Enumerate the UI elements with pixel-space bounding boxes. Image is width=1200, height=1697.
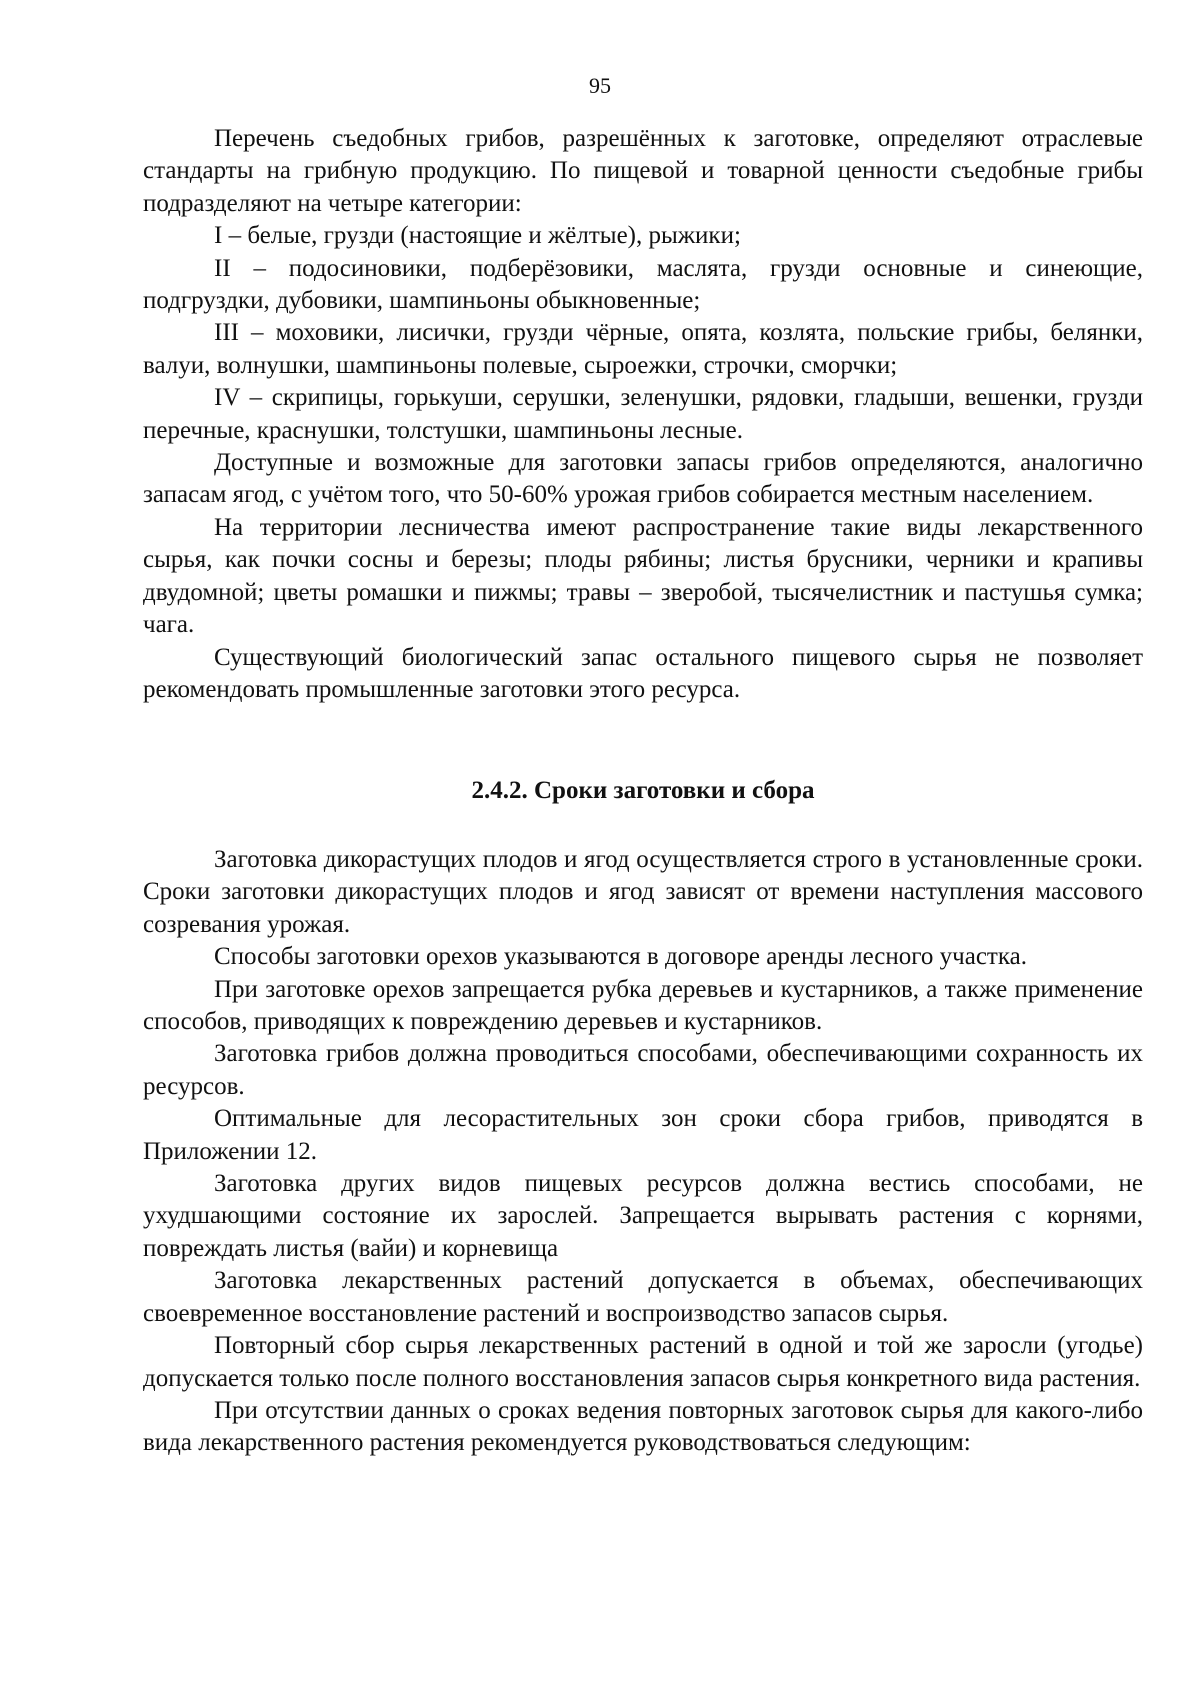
paragraph: Существующий биологический запас остального пищевого сырья не позволяет рекомендовать промышленные заготовки этого ресурса. xyxy=(143,643,1143,703)
paragraph: IV – скрипицы, горькуши, серушки, зеленушки, рядовки, гладыши, вешенки, грузди перечные, краснушки, толстушки, шампиньоны лесные. xyxy=(143,384,1143,444)
paragraph: Заготовка лекарственных растений допускается в объемах, обеспечивающих своевременное восстановление растений и воспроизводство запасов сырья. xyxy=(143,1267,1143,1327)
section-heading: 2.4.2. Сроки заготовки и сбора xyxy=(471,777,815,804)
paragraph: II – подосиновики, подберёзовики, маслята, грузди основные и синеющие, подгруздки, дубовики, шампиньоны обыкновенные; xyxy=(143,254,1143,315)
paragraph: При отсутствии данных о сроках ведения повторных заготовок сырья для какого-либо вида лекарственного растения рекомендуется руководствоваться следующим: xyxy=(143,1396,1143,1457)
paragraph: Перечень съедобных грибов, разрешённых к заготовке, определяют отраслевые стандарты на грибную продукцию. По пищевой и товарной ценности съедобные грибы подразделяют на четыре категории: xyxy=(143,125,1143,217)
paragraph: Повторный сбор сырья лекарственных растений в одной и той же заросли (угодье) допускается только после полного восстановления запасов сырья конкретного вида растения. xyxy=(143,1332,1143,1392)
body-text-bottom xyxy=(143,844,1143,1460)
paragraph: Заготовка дикорастущих плодов и ягод осуществляется строго в установленные сроки. Сроки заготовки дикорастущих плодов и ягод зависят от времени наступления массового созревания урожая. xyxy=(143,846,1143,938)
page-number: 95 xyxy=(589,73,611,98)
paragraph: Заготовка грибов должна проводиться способами, обеспечивающими сохранность их ресурсов. xyxy=(143,1040,1143,1100)
paragraph: При заготовке орехов запрещается рубка деревьев и кустарников, а также применение способов, приводящих к повреждению деревьев и кустарников. xyxy=(143,975,1143,1036)
paragraph: На территории лесничества имеют распространение такие виды лекарственного сырья, как почки сосны и березы; плоды рябины; листья брусники, черники и крапивы двудомной; цветы ромашки и пижмы; травы – зверобой, тысячелистник и пастушья сумка; чага. xyxy=(143,513,1143,639)
paragraph: Заготовка других видов пищевых ресурсов должна вестись способами, не ухудшающими состояние их зарослей. Запрещается вырывать растения с корнями, повреждать листья (вайи) и корневища xyxy=(143,1170,1143,1262)
paragraph: Способы заготовки орехов указываются в договоре аренды лесного участка. xyxy=(214,943,1027,971)
paragraph: III – моховики, лисички, грузди чёрные, опята, козлята, польские грибы, белянки, валуи, волнушки, шампиньоны полевые, сыроежки, строчки, сморчки; xyxy=(143,319,1143,379)
paragraph: Доступные и возможные для заготовки запасы грибов определяются, аналогично запасам ягод, с учётом того, что 50-60% урожая грибов собирается местным населением. xyxy=(143,449,1143,509)
paragraph: Оптимальные для лесорастительных зон сроки сбора грибов, приводятся в Приложении 12. xyxy=(143,1105,1143,1165)
body-text-top xyxy=(143,123,1143,706)
paragraph: I – белые, грузди (настоящие и жёлтые), рыжики; xyxy=(214,222,741,250)
